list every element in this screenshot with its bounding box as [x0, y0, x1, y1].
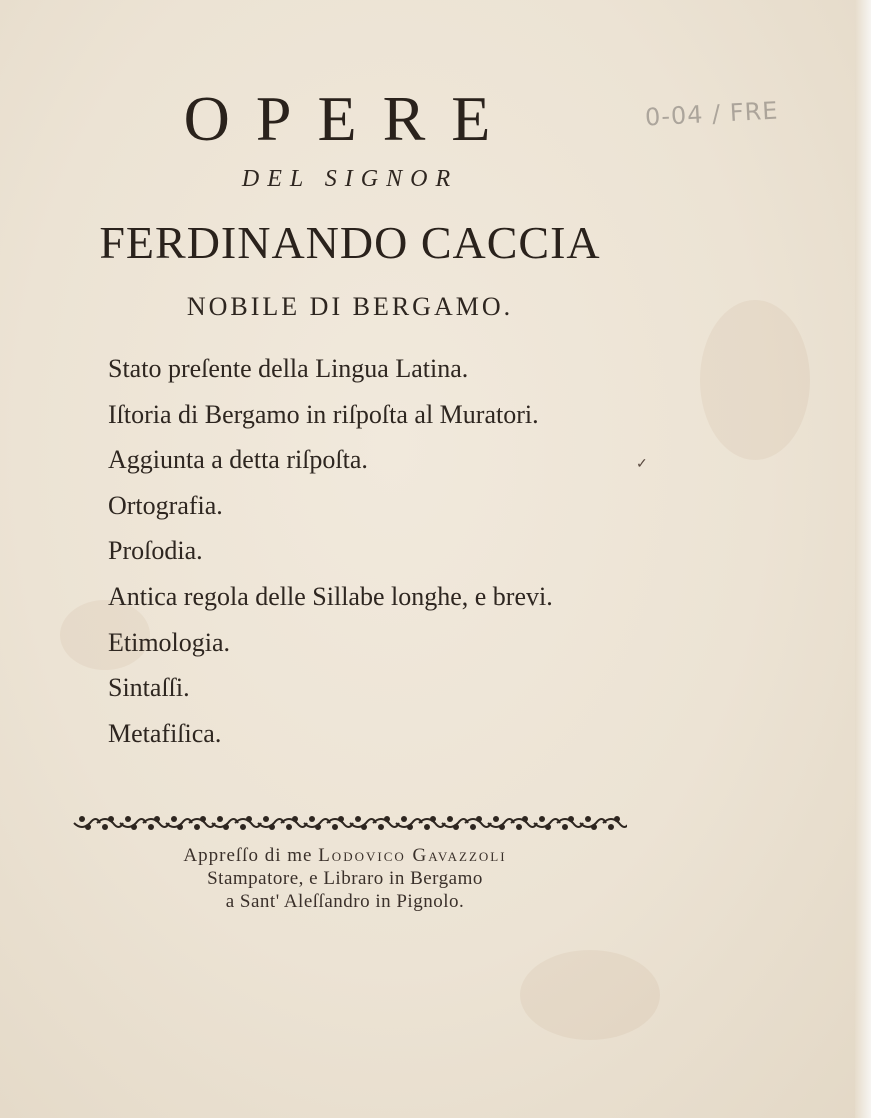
printer-name: Lodovico Gavazzoli — [318, 845, 507, 866]
book-subtitle: DEL SIGNOR — [241, 166, 459, 192]
fleuron-border-icon — [72, 811, 627, 835]
contents-item: Etimologia. — [108, 627, 231, 657]
contents-item: Iſtoria di Bergamo in riſpoſta al Muratori. — [108, 399, 539, 429]
fleuron — [419, 816, 445, 830]
fleuron — [396, 816, 422, 830]
imprint-line-2: Stampatore, e Libraro in Bergamo — [207, 868, 483, 889]
fleuron — [97, 816, 123, 830]
fleuron — [166, 816, 192, 830]
fleuron — [74, 816, 100, 830]
fleuron — [143, 816, 169, 830]
fleuron — [120, 816, 146, 830]
foxing-stain — [700, 300, 810, 460]
fleuron — [465, 816, 491, 830]
imprint-prefix: Appreſſo di me — [183, 845, 319, 866]
pencil-shelfmark: 0-04 / FRE — [644, 96, 780, 132]
fleuron — [281, 816, 307, 830]
author-name: FERDINANDO CACCIA — [99, 217, 601, 268]
fleuron — [373, 816, 399, 830]
foxing-stain — [520, 950, 660, 1040]
fleuron — [235, 816, 261, 830]
book-title: OPERE — [183, 83, 517, 154]
fleuron — [350, 816, 376, 830]
fleuron — [327, 816, 353, 830]
margin-mark-icon: ✓ — [636, 456, 648, 472]
fleuron — [557, 816, 583, 830]
fleuron — [212, 816, 238, 830]
fleuron — [603, 816, 627, 830]
fleuron — [189, 816, 215, 830]
imprint-line-3: a Sant' Aleſſandro in Pignolo. — [225, 891, 465, 912]
imprint-line-1 — [80, 845, 610, 867]
fleuron — [258, 816, 284, 830]
contents-item: Metafiſica. — [108, 718, 222, 748]
contents-item: Proſodia. — [108, 536, 203, 566]
fleuron — [580, 816, 606, 830]
page-edge — [855, 0, 871, 1118]
fleuron — [442, 816, 468, 830]
fleuron — [534, 816, 560, 830]
contents-item: Antica regola delle Sillabe longhe, e brevi. — [108, 581, 553, 611]
fleuron — [511, 816, 537, 830]
contents-list — [108, 352, 553, 762]
contents-item: Sintaſſi. — [108, 673, 190, 703]
contents-item: Ortografia. — [108, 490, 223, 520]
contents-item: Stato preſente della Lingua Latina. — [108, 354, 469, 383]
contents-item: Aggiunta a detta riſpoſta. — [108, 445, 368, 475]
fleuron — [304, 816, 330, 830]
author-rank: NOBILE DI BERGAMO. — [186, 292, 514, 321]
fleuron — [488, 816, 514, 830]
